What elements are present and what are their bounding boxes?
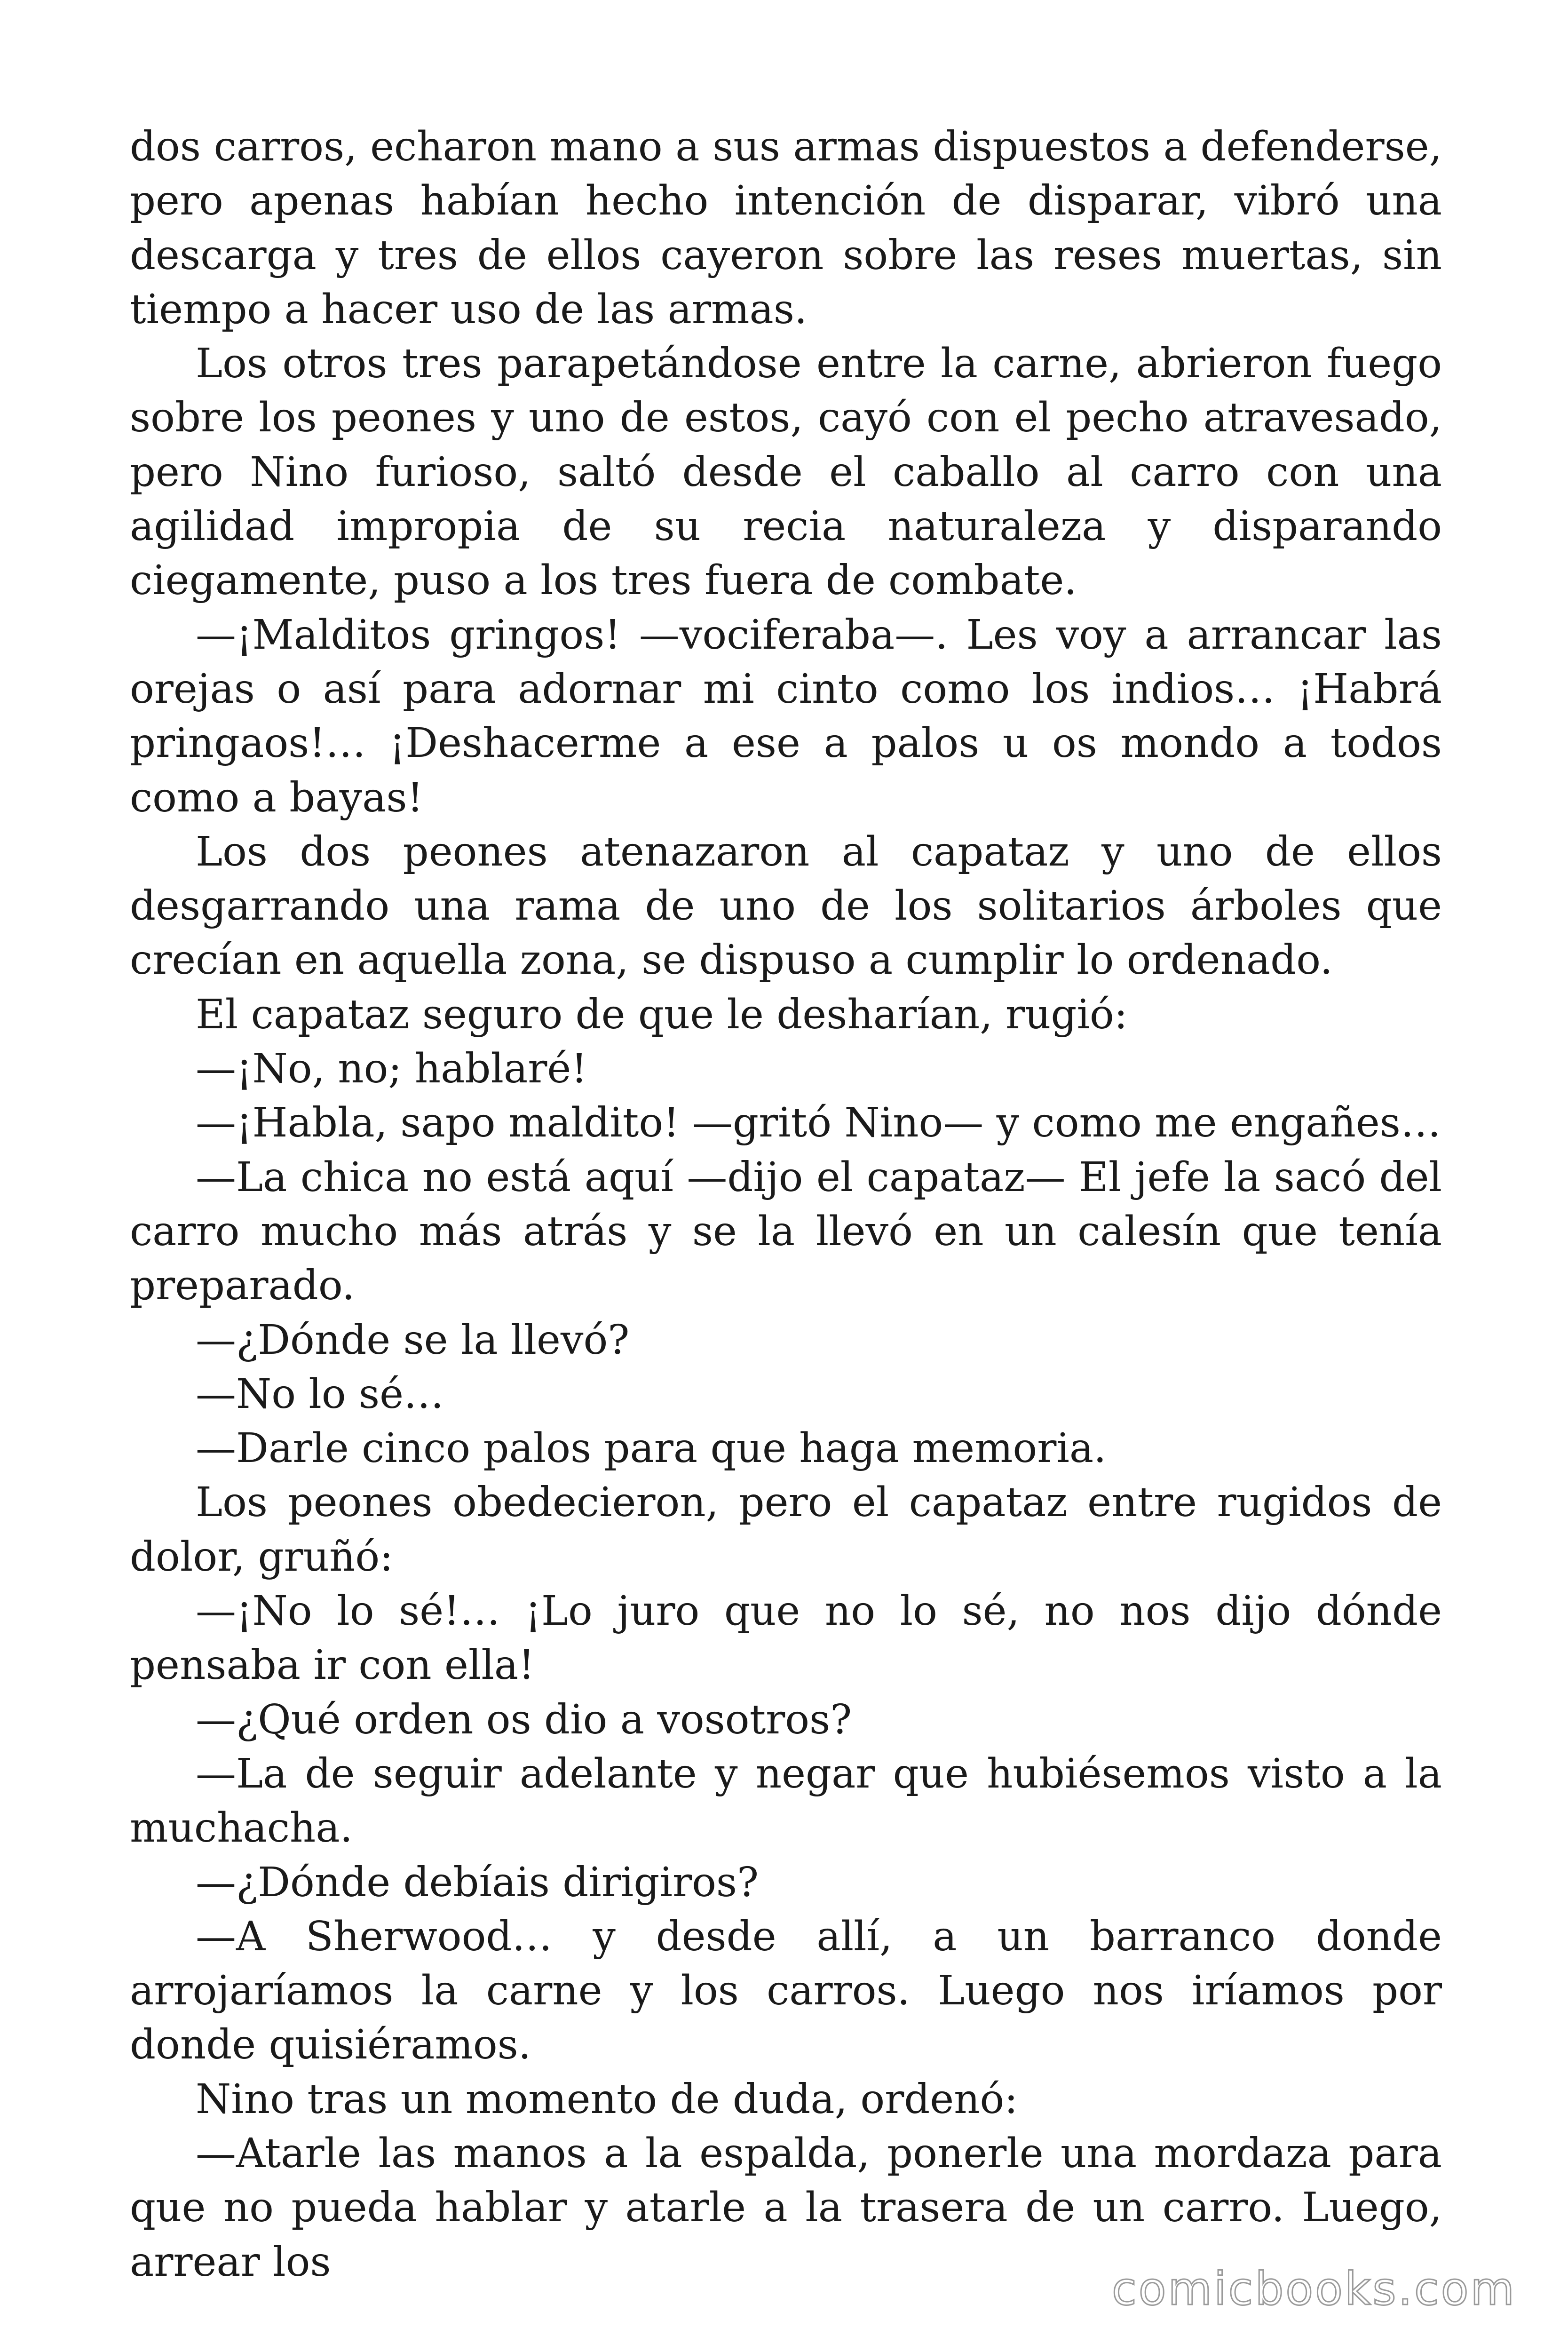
paragraph: Los peones obedecieron, pero el capataz entre rugidos de dolor, gruñó: (130, 1479, 1442, 1581)
paragraph: dos carros, echaron mano a sus armas dispuestos a defenderse, pero apenas habían hecho intención de disparar, vibró una descarga y tres de ellos cayeron sobre las reses muertas, sin tiempo a hacer uso de las armas. (130, 123, 1442, 333)
paragraph: —La de seguir adelante y negar que hubiésemos visto a la muchacha. (130, 1750, 1442, 1852)
paragraph: Nino tras un momento de duda, ordenó: (196, 2075, 1018, 2123)
watermark-logo: comicbooks.com (1111, 2263, 1516, 2315)
paragraph: El capataz seguro de que le desharían, rugió: (196, 991, 1128, 1038)
paragraph: —No lo sé… (196, 1370, 444, 1418)
paragraph: —¡No, no; hablaré! (196, 1045, 587, 1093)
body-text (130, 120, 1442, 2289)
paragraph: —La chica no está aquí —dijo el capataz— El jefe la sacó del carro mucho más atrás y se la llevó en un calesín que tenía preparado. (130, 1153, 1442, 1310)
paragraph: —¿Qué orden os dio a vosotros? (196, 1696, 852, 1743)
paragraph: —Atarle las manos a la espalda, ponerle una mordaza para que no pueda hablar y atarle a la trasera de un carro. Luego, arrear los (130, 2130, 1442, 2286)
paragraph: —¡Malditos gringos! —vociferaba—. Les voy a arrancar las orejas o así para adornar mi cinto como los indios… ¡Habrá pringaos!… ¡Deshacerme a ese a palos u os mondo a todos como a bayas! (130, 611, 1442, 821)
paragraph: —¡Habla, sapo maldito! —gritó Nino— y como me engañes… (196, 1099, 1441, 1147)
paragraph: —¿Dónde debíais dirigiros? (196, 1859, 759, 1906)
paragraph: —Darle cinco palos para que haga memoria. (196, 1425, 1107, 1472)
paragraph: Los otros tres parapetándose entre la carne, abrieron fuego sobre los peones y uno de estos, cayó con el pecho atravesado, pero Nino furioso, saltó desde el caballo al carro con una agilidad impropia de su recia naturaleza y disparando ciegamente, puso a los tres fuera de combate. (130, 340, 1442, 604)
paragraph: —¡No lo sé!… ¡Lo juro que no lo sé, no nos dijo dónde pensaba ir con ella! (130, 1588, 1442, 1689)
paragraph: —A Sherwood… y desde allí, a un barranco donde arrojaríamos la carne y los carros. Luego nos iríamos por donde quisiéramos. (130, 1913, 1442, 2069)
paragraph: —¿Dónde se la llevó? (196, 1316, 630, 1364)
paragraph: Los dos peones atenazaron al capataz y uno de ellos desgarrando una rama de uno de los solitarios árboles que crecían en aquella zona, se dispuso a cumplir lo ordenado. (130, 828, 1442, 984)
